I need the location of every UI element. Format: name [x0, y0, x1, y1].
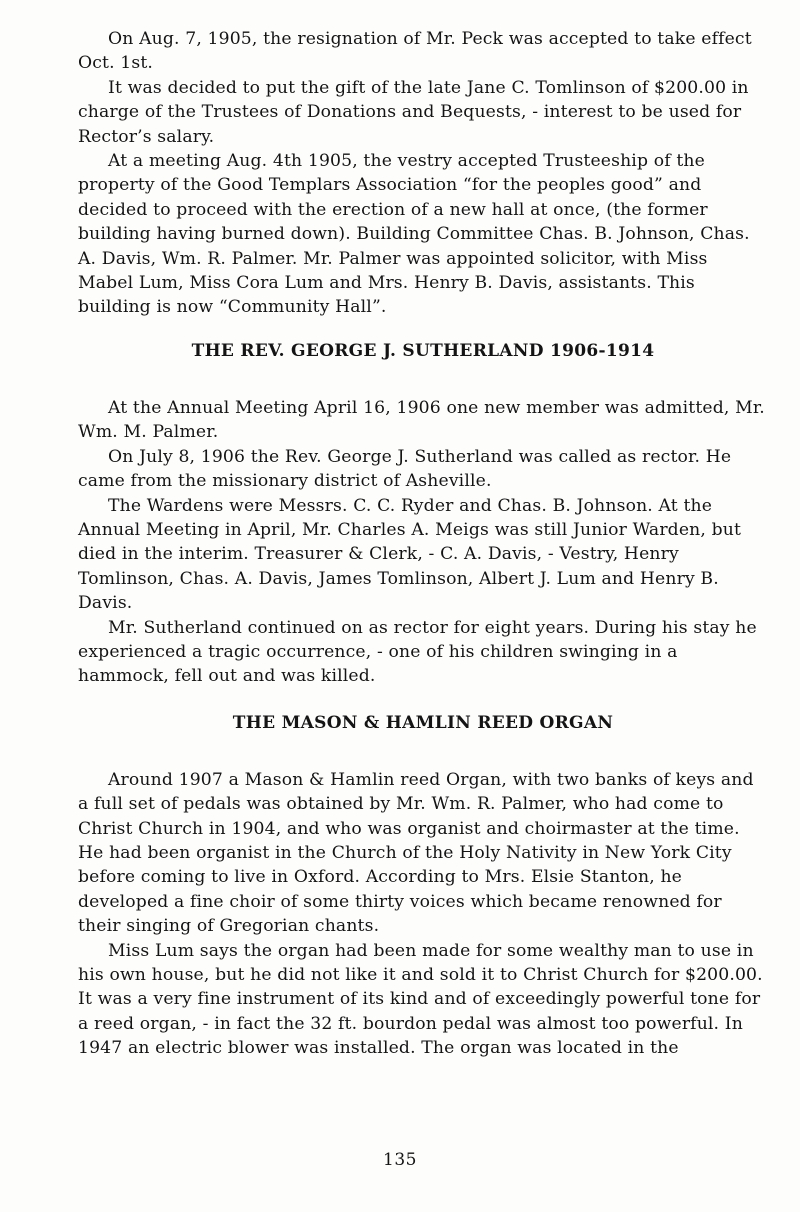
paragraph-good-templars: At a meeting Aug. 4th 1905, the vestry accepted Trusteeship of the property of the Good Templars Association “for the peoples good” and decided to proceed with the erection of a new hall at once, (the former building having burned down). Building Committee Chas. B. Johnson, Chas. A. Davis, Wm. R. Palmer. Mr. Palmer was appointed solicitor, with Miss Mabel Lum, Miss Cora Lum and Mrs. Henry B. Davis, assistants. This building is now “Community Hall”.	[78, 151, 750, 318]
paragraph-peck-resignation: On Aug. 7, 1905, the resignation of Mr. Peck was accepted to take effect Oct. 1st.	[78, 29, 752, 74]
paragraph-wardens: The Wardens were Messrs. C. C. Ryder and Chas. B. Johnson. At the Annual Meeting in April, Mr. Charles A. Meigs was still Junior Warden, but died in the interim. Treasurer & Clerk, - C. A. Davis, - Vestry, Henry Tomlinson, Chas. A. Davis, James Tomlinson, Albert J. Lum and Henry B. Davis.	[78, 495, 742, 614]
paragraph-organ-obtained: Around 1907 a Mason & Hamlin reed Organ, with two banks of keys and a full set of pedals was obtained by Mr. Wm. R. Palmer, who had come to Christ Church in 1904, and who was organist and choirmaster at the time. He had been organist in the Church of the Holy Nativity in New York City before coming to live in Oxford. According to Mrs. Elsie Stanton, he developed a fine choir of some thirty voices which became renowned for their singing of Gregorian chants.	[78, 769, 754, 937]
page-number: 135	[383, 1150, 417, 1170]
paragraph-organ-history: Miss Lum says the organ had been made for some wealthy man to use in his own house, but he did not like it and sold it to Christ Church for $200.00. It was a very fine instrument of its kind and of exceedingly powerful tone for a reed organ, - in fact the 32 ft. bourdon pedal was almost too powerful. In 1947 an electric blower was installed. The organ was located in the	[78, 940, 763, 1059]
paragraph-tomlinson-gift: It was decided to put the gift of the late Jane C. Tomlinson of $200.00 in charge of the Trustees of Donations and Bequests, - interest to be used for Rector’s salary.	[78, 77, 749, 147]
paragraph-sutherland-called: On July 8, 1906 the Rev. George J. Sutherland was called as rector. He came from the missionary district of Asheville.	[78, 446, 732, 492]
section-heading-sutherland: THE REV. GEORGE J. SUTHERLAND 1906-1914	[191, 340, 655, 361]
page-body	[78, 27, 768, 1061]
paragraph-annual-meeting-1906: At the Annual Meeting April 16, 1906 one new member was admitted, Mr. Wm. M. Palmer.	[78, 397, 765, 443]
paragraph-tragic-occurrence: Mr. Sutherland continued on as rector for eight years. During his stay he experienced a tragic occurrence, - one of his children swinging in a hammock, fell out and was killed.	[78, 617, 757, 687]
section-heading-reed-organ: THE MASON & HAMLIN REED ORGAN	[232, 712, 614, 733]
